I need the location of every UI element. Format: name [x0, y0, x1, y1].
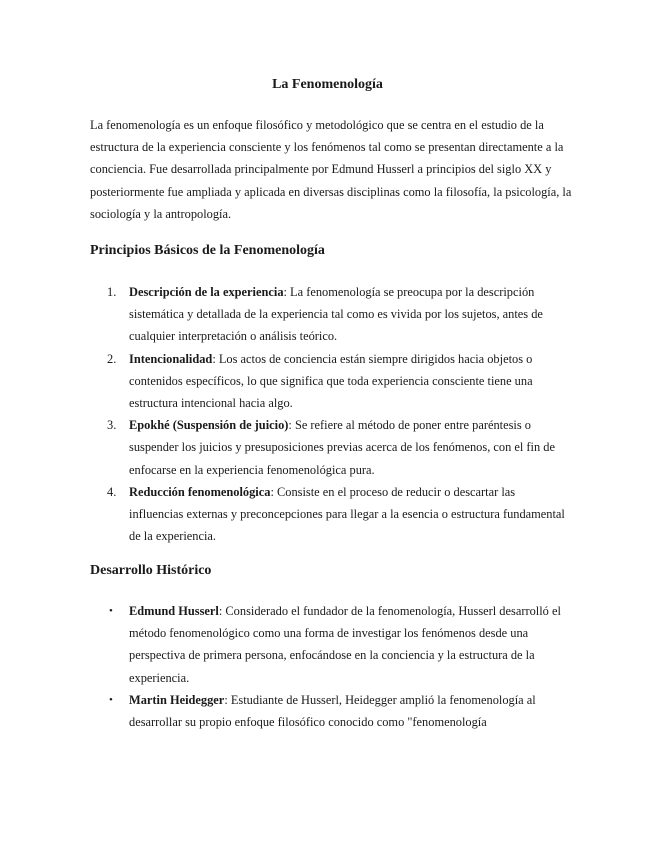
- bullet-icon: •: [109, 693, 113, 706]
- intro-paragraph: La fenomenología es un enfoque filosófico y metodológico que se centra en el estudio de la estructura de la experiencia consciente y los fenómenos tal como se presentan directamente a la conciencia. Fue desarrollada principalmente por Edmund Husserl a principios del siglo XX y posteriormente fue ampliada y aplicada en diversas disciplinas como la filosofía, la psicología, la sociología y la antropología.: [90, 118, 572, 221]
- list-item-term: Descripción de la experiencia: [129, 285, 284, 299]
- list-item-text: : Considerado el fundador de la fenomenología, Husserl desarrolló el método fenomenológico como una forma de investigar los fenómenos desde una perspectiva de primera persona, enfocándose en la conciencia y la estructura de la experiencia.: [129, 604, 561, 685]
- list-item-term: Edmund Husserl: [129, 604, 219, 618]
- section-heading-history: Desarrollo Histórico: [90, 563, 212, 578]
- list-number: 2.: [107, 351, 117, 366]
- list-item-text: : La fenomenología se preocupa por la descripción sistemática y detallada de la experiencia tal como es vivida por los sujetos, antes de cualquier interpretación o análisis teórico.: [129, 285, 543, 344]
- bullet-icon: •: [109, 605, 113, 617]
- list-number: 3.: [107, 418, 117, 433]
- page-title: La Fenomenología: [272, 77, 383, 92]
- list-item-text: : Los actos de conciencia están siempre dirigidos hacia objetos o contenidos específicos, lo que significa que toda experiencia consciente tiene una estructura intencional hacia algo.: [129, 351, 533, 411]
- list-item: [107, 281, 569, 348]
- list-item-text: : Se refiere al método de poner entre paréntesis o suspender los juicios y presuposiciones previas acerca de los fenómenos, con el fin de enfocarse en la experiencia fenomenológica pura.: [129, 418, 555, 477]
- list-item-term: Martin Heidegger: [129, 692, 225, 707]
- list-number: 1.: [107, 285, 117, 299]
- list-item-term: Intencionalidad: [129, 351, 213, 366]
- list-item-term: Reducción fenomenológica: [129, 484, 271, 499]
- list-item: [107, 414, 569, 481]
- list-item: [109, 600, 569, 689]
- list-item-term: Epokhé (Suspensión de juicio): [129, 418, 289, 433]
- list-number: 4.: [107, 484, 117, 499]
- list-item: [109, 689, 569, 733]
- principles-list: [107, 281, 569, 547]
- list-item: [107, 481, 569, 548]
- history-list: [109, 600, 569, 733]
- list-item: [107, 348, 569, 415]
- list-item-text: : Estudiante de Husserl, Heidegger amplió la fenomenología al desarrollar su propio enfoque filosófico conocido como "fenomenología: [129, 692, 536, 730]
- list-item-text: : Consiste en el proceso de reducir o descartar las influencias externas y preconcepciones para llegar a la esencia o estructura fundamental de la experiencia.: [129, 484, 565, 544]
- section-heading-principles: Principios Básicos de la Fenomenología: [90, 243, 325, 258]
